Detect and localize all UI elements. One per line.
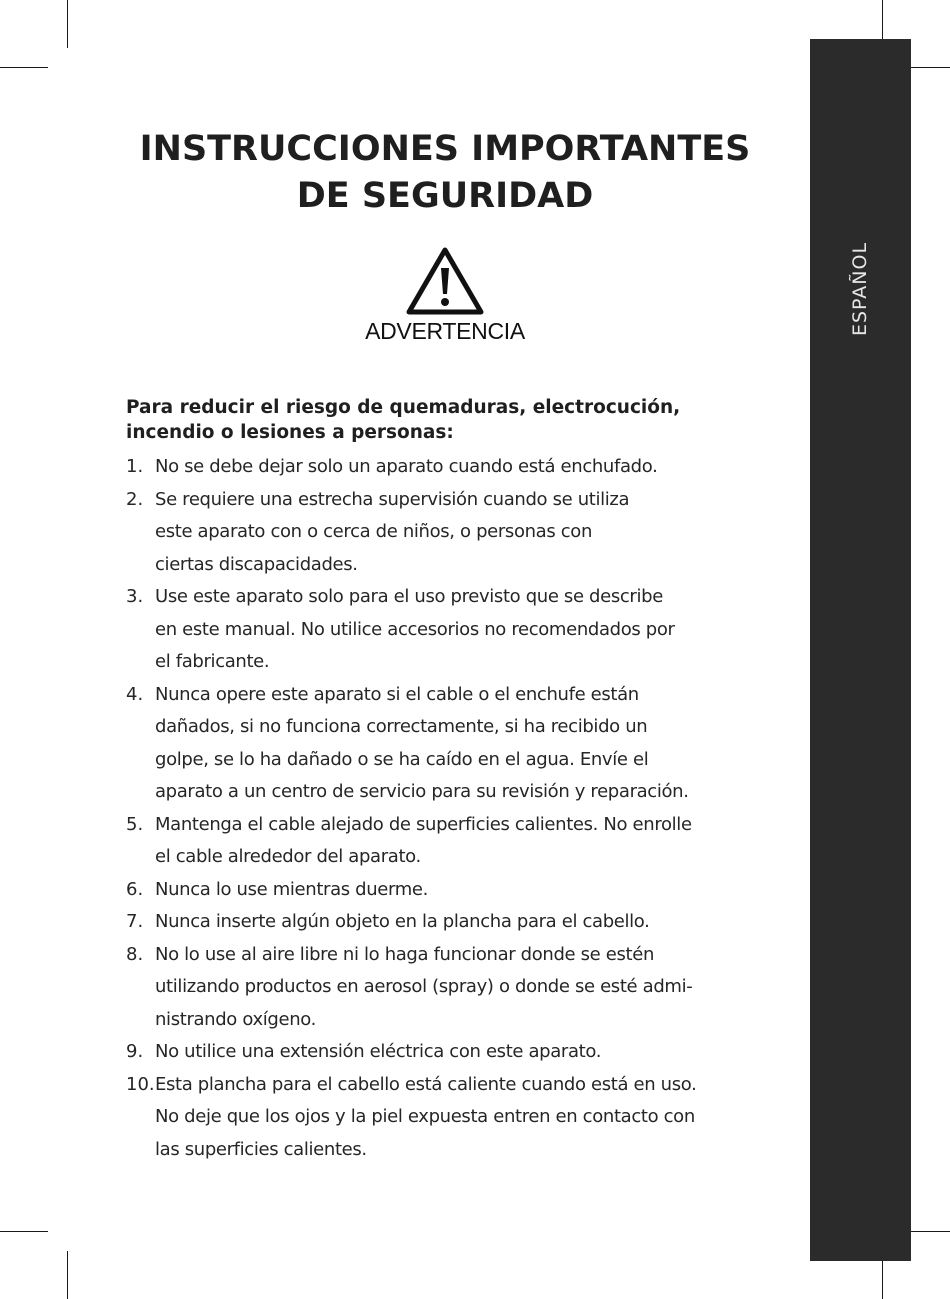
item-text-line: No lo use al aire libre ni lo haga funcionar donde se estén: [155, 943, 655, 965]
crop-mark: [0, 1231, 48, 1232]
item-text-line: No se debe dejar solo un aparato cuando está enchufado.: [155, 456, 658, 477]
item-text-line: las superficies calientes.: [155, 1138, 367, 1160]
list-item: [126, 1069, 786, 1167]
item-text-line: aparato a un centro de servicio para su revisión y reparación.: [155, 781, 689, 802]
item-number: 2.: [126, 488, 144, 510]
item-text-line: golpe, se lo ha dañado o se ha caído en el agua. Envíe el: [155, 748, 649, 770]
item-text-line: este aparato con o cerca de niños, o personas con: [155, 521, 593, 542]
warning-triangle-icon: [405, 246, 485, 316]
intro-text: [126, 395, 786, 445]
list-item: [126, 1036, 786, 1069]
crop-mark: [67, 0, 68, 48]
crop-mark: [0, 67, 48, 68]
item-text-line: Nunca inserte algún objeto en la plancha para el cabello.: [155, 911, 650, 932]
item-number: 8.: [126, 943, 144, 965]
item-text-line: en este manual. No utilice accesorios no recomendados por: [155, 618, 675, 640]
list-item: [126, 581, 786, 679]
intro-line: incendio o lesiones a personas:: [126, 422, 454, 443]
item-number: 6.: [126, 878, 144, 900]
item-text-line: utilizando productos en aerosol (spray) o donde se esté admi-: [155, 976, 693, 997]
item-text-line: Use este aparato solo para el uso previsto que se describe: [155, 586, 663, 607]
item-text-line: Esta plancha para el cabello está caliente cuando está en uso.: [155, 1073, 697, 1095]
item-number: 10.: [126, 1073, 155, 1095]
item-text-line: No utilice una extensión eléctrica con este aparato.: [155, 1041, 602, 1062]
item-text-line: ciertas discapacidades.: [155, 553, 358, 575]
item-text-line: el fabricante.: [155, 651, 270, 672]
item-number: 1.: [126, 456, 144, 477]
item-number: 4.: [126, 683, 144, 705]
warning-label: ADVERTENCIA: [365, 318, 525, 344]
language-label: ESPAÑOL: [849, 241, 871, 337]
list-item: [126, 484, 786, 582]
item-text-line: el cable alrededor del aparato.: [155, 846, 421, 867]
warning-block: [345, 246, 545, 345]
list-item: [126, 451, 786, 484]
item-text-line: Nunca opere este aparato si el cable o el enchufe están: [155, 683, 639, 705]
list-item: [126, 939, 786, 1037]
page-title: [120, 126, 770, 220]
language-side-tab: [810, 39, 911, 1261]
list-item: [126, 874, 786, 907]
list-item: [126, 679, 786, 809]
item-text-line: dañados, si no funciona correctamente, si ha recibido un: [155, 716, 648, 737]
item-number: 9.: [126, 1041, 144, 1062]
item-number: 7.: [126, 911, 144, 932]
list-item: [126, 809, 786, 874]
item-text-line: Se requiere una estrecha supervisión cuando se utiliza: [155, 488, 630, 510]
item-number: 3.: [126, 586, 144, 607]
title-line: INSTRUCCIONES IMPORTANTES: [139, 129, 751, 169]
item-number: 5.: [126, 813, 144, 835]
item-text-line: Mantenga el cable alejado de superficies calientes. No enrolle: [155, 813, 692, 835]
list-item: [126, 906, 786, 939]
intro-line: Para reducir el riesgo de quemaduras, electrocución,: [126, 397, 681, 418]
crop-mark: [67, 1251, 68, 1299]
item-text-line: Nunca lo use mientras duerme.: [155, 878, 429, 900]
title-line: DE SEGURIDAD: [296, 176, 594, 216]
safety-instructions-list: [126, 451, 786, 1166]
item-text-line: nistrando oxígeno.: [155, 1008, 316, 1030]
item-text-line: No deje que los ojos y la piel expuesta entren en contacto con: [155, 1106, 695, 1127]
